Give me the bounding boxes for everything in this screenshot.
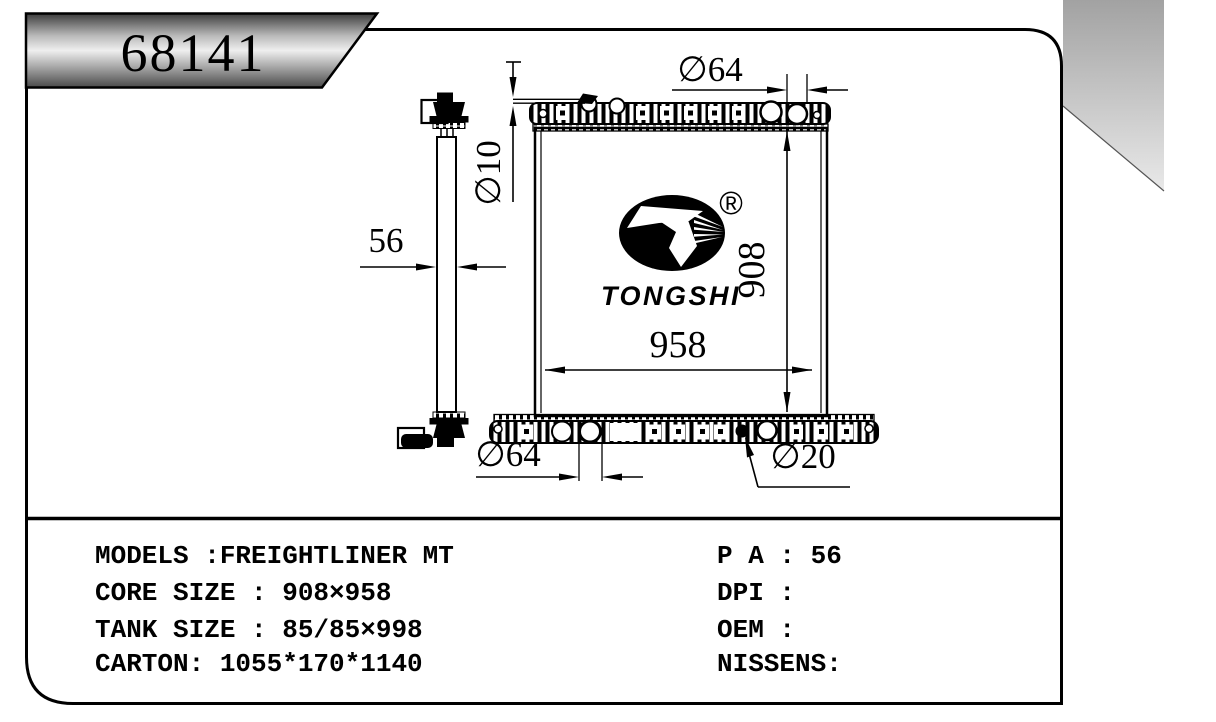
top-tank-end-hole-right	[814, 112, 821, 119]
dim-bottom-outlet-label: ∅64	[475, 435, 541, 474]
front-view	[490, 94, 878, 444]
side-view	[398, 93, 469, 449]
part-number-banner	[26, 14, 377, 88]
top-inlet-port-a	[761, 102, 782, 123]
spec-oem: OEM :	[717, 615, 796, 645]
side-view-bottom-cap	[398, 412, 469, 448]
spec-models: MODELS :FREIGHTLINER MT	[95, 541, 454, 571]
spec-column-right	[717, 541, 842, 679]
spec-pa: P A : 56	[717, 541, 842, 571]
dim-side-thickness-label: 56	[368, 221, 404, 260]
dim-top-inlet	[672, 50, 848, 104]
dim-drain-plug	[745, 437, 850, 487]
bottom-outlet-port-a	[552, 422, 572, 442]
spec-dpi: DPI :	[717, 578, 796, 608]
registered-mark: ®	[719, 185, 743, 221]
dim-drain-plug-label: ∅20	[770, 437, 836, 476]
dim-core-height-label: 908	[731, 241, 773, 299]
spec-core-size: CORE SIZE : 908×958	[95, 578, 392, 608]
dim-core-width-label: 958	[649, 324, 707, 366]
spec-table	[95, 541, 842, 679]
spec-tank-size: TANK SIZE : 85/85×998	[95, 615, 423, 645]
dim-side-thickness	[360, 221, 506, 271]
dim-top-inlet-label: ∅64	[677, 50, 743, 89]
bottom-tank-end-hole-left	[494, 425, 502, 433]
brand-name: TONGSHI	[600, 281, 742, 311]
side-view-top-cap	[422, 93, 469, 138]
top-tank-end-hole-left	[539, 110, 547, 118]
spec-nissens: NISSENS:	[717, 649, 842, 679]
spec-carton: CARTON: 1055*170*1140	[95, 649, 423, 679]
top-tank-port-small	[610, 99, 625, 114]
drain-plug	[736, 425, 749, 438]
dim-filler-pipe-label: ∅10	[469, 140, 508, 206]
corner-ribbon	[1063, 0, 1164, 191]
top-inlet-port-b	[787, 104, 807, 124]
radiator-core	[535, 128, 827, 416]
spec-column-left	[95, 541, 454, 679]
part-number: 68141	[120, 23, 266, 83]
bottom-tank-end-hole-right	[865, 425, 873, 433]
bottom-outlet-port-b	[580, 421, 601, 442]
